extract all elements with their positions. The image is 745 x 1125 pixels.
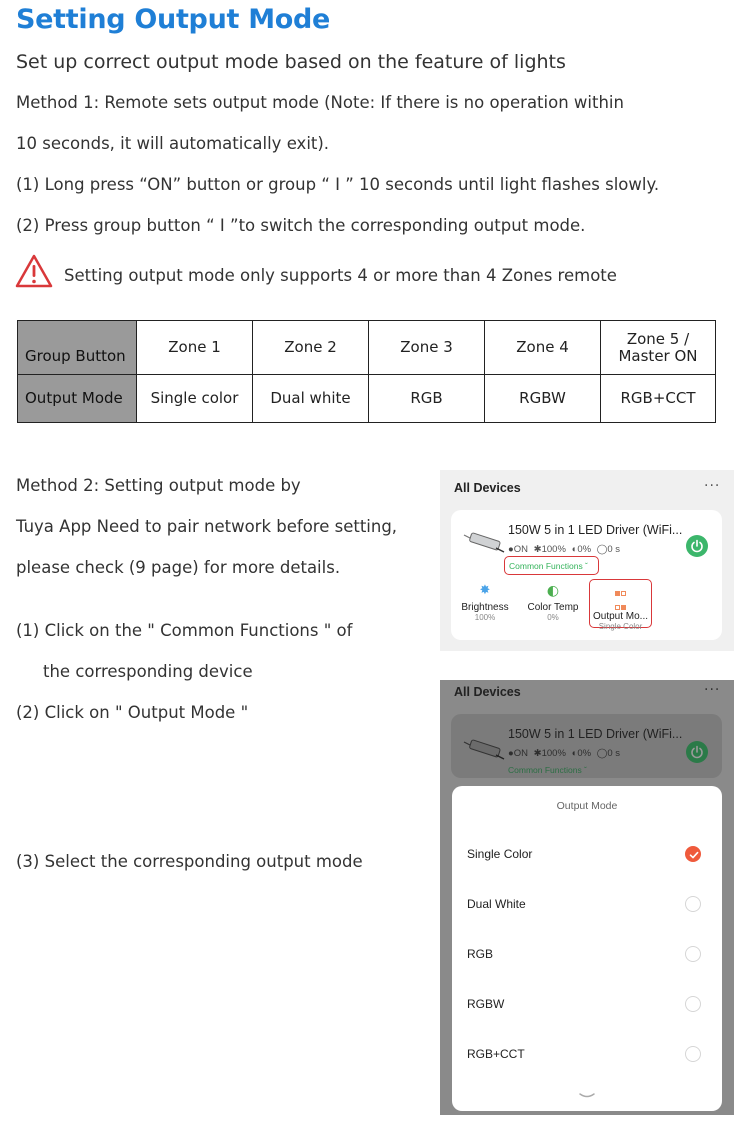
function-value: 100% bbox=[474, 613, 496, 622]
table-cell-mode: RGB bbox=[369, 375, 485, 423]
zone5-line2: Master ON bbox=[618, 346, 698, 365]
color-temp-icon: ◐ bbox=[546, 583, 560, 599]
app-screenshot-output-mode-sheet bbox=[440, 680, 734, 1115]
timer-small-icon: ◯ bbox=[596, 544, 608, 555]
more-menu-icon[interactable]: ··· bbox=[704, 478, 721, 494]
method1-line2: 10 seconds, it will automatically exit). bbox=[16, 134, 330, 153]
power-icon bbox=[690, 539, 704, 553]
option-rgbw[interactable] bbox=[452, 986, 722, 1022]
chevron-down-icon[interactable] bbox=[578, 1092, 596, 1100]
function-label: Output Mo... bbox=[592, 611, 649, 622]
method2-step3: (3) Select the corresponding output mode bbox=[16, 852, 363, 871]
table-cell-zone-5 bbox=[601, 321, 716, 375]
table-cell-zone: Zone 4 bbox=[485, 321, 601, 375]
function-value: Single Color bbox=[598, 622, 643, 631]
status-on: ON bbox=[513, 748, 528, 759]
power-status-icon: ● bbox=[508, 748, 514, 759]
warning-text: Setting output mode only supports 4 or more than 4 Zones remote bbox=[64, 266, 617, 285]
brightness-icon: ✸ bbox=[479, 583, 491, 598]
sheet-title: Output Mode bbox=[556, 800, 618, 812]
page-subtitle: Set up correct output mode based on the feature of lights bbox=[16, 51, 566, 73]
led-driver-icon bbox=[462, 738, 506, 762]
function-color-temp[interactable] bbox=[523, 584, 583, 622]
status-on: ON bbox=[513, 544, 528, 555]
method2-line3: please check (9 page) for more details. bbox=[16, 558, 341, 577]
radio-icon[interactable] bbox=[685, 946, 701, 962]
function-label: Color Temp bbox=[527, 602, 579, 613]
timer-small-icon: ◯ bbox=[596, 748, 608, 759]
all-devices-header: All Devices bbox=[454, 481, 521, 495]
table-row-group-button bbox=[18, 321, 716, 375]
table-row-output-mode bbox=[18, 375, 716, 423]
status-temp: 0% bbox=[577, 748, 592, 759]
table-cell-mode: Dual white bbox=[253, 375, 369, 423]
status-timer: 0 s bbox=[607, 544, 621, 555]
table-header-output-mode: Output Mode bbox=[18, 375, 137, 423]
brightness-small-icon: ✱ bbox=[533, 544, 542, 555]
status-timer: 0 s bbox=[607, 748, 621, 759]
device-status bbox=[508, 748, 620, 759]
function-value: 0% bbox=[547, 613, 559, 622]
method2-step1-cont: the corresponding device bbox=[43, 662, 253, 681]
option-rgb[interactable] bbox=[452, 936, 722, 972]
method2-step2: (2) Click on " Output Mode " bbox=[16, 703, 249, 722]
radio-icon[interactable] bbox=[685, 896, 701, 912]
table-cell-zone: Zone 3 bbox=[369, 321, 485, 375]
device-name: 150W 5 in 1 LED Driver (WiFi... bbox=[508, 727, 683, 741]
common-functions-link: Common Functions ˇ bbox=[508, 765, 587, 775]
method1-step1: (1) Long press “ON” button or group “ I ” 10 seconds until light flashes slowly. bbox=[16, 175, 660, 194]
power-icon bbox=[690, 745, 704, 759]
option-label: RGBW bbox=[467, 997, 505, 1011]
power-status-icon: ● bbox=[508, 544, 514, 555]
status-brightness: 100% bbox=[541, 748, 566, 759]
device-card[interactable] bbox=[451, 510, 722, 640]
table-header-group-button: Group Button bbox=[18, 321, 137, 375]
function-brightness[interactable] bbox=[459, 584, 511, 622]
method1-line1: Method 1: Remote sets output mode (Note: If there is no operation within bbox=[16, 93, 624, 112]
radio-icon[interactable] bbox=[685, 996, 701, 1012]
output-mode-sheet bbox=[452, 786, 722, 1111]
output-mode-icon bbox=[590, 584, 651, 612]
table-cell-mode: RGB+CCT bbox=[601, 375, 716, 423]
method1-step2: (2) Press group button “ I ”to switch the corresponding output mode. bbox=[16, 216, 586, 235]
method2-line2: Tuya App Need to pair network before setting, bbox=[16, 517, 398, 536]
table-cell-mode: RGBW bbox=[485, 375, 601, 423]
table-cell-mode: Single color bbox=[137, 375, 253, 423]
option-dual-white[interactable] bbox=[452, 886, 722, 922]
option-single-color[interactable] bbox=[452, 836, 722, 872]
check-icon[interactable] bbox=[685, 846, 701, 862]
led-driver-icon bbox=[462, 531, 506, 555]
option-label: RGB bbox=[467, 947, 494, 961]
device-card-dimmed bbox=[451, 714, 722, 778]
power-button bbox=[686, 741, 708, 763]
option-label: RGB+CCT bbox=[467, 1047, 525, 1061]
status-brightness: 100% bbox=[541, 544, 566, 555]
function-output-mode[interactable] bbox=[589, 579, 652, 631]
table-cell-zone: Zone 2 bbox=[253, 321, 369, 375]
brightness-small-icon: ✱ bbox=[533, 748, 542, 759]
warning-icon bbox=[15, 254, 53, 288]
option-label: Dual White bbox=[467, 897, 526, 911]
output-mode-table bbox=[17, 320, 716, 423]
power-button[interactable] bbox=[686, 535, 708, 557]
device-status bbox=[508, 544, 620, 555]
radio-icon[interactable] bbox=[685, 1046, 701, 1062]
more-menu-icon[interactable]: ··· bbox=[704, 682, 721, 698]
temp-small-icon: ◐ bbox=[571, 544, 578, 555]
zone5-line1: Zone 5 / bbox=[626, 329, 690, 348]
common-functions-link[interactable]: Common Functions ˇ bbox=[509, 561, 588, 571]
page-title: Setting Output Mode bbox=[16, 4, 331, 35]
table-cell-zone: Zone 1 bbox=[137, 321, 253, 375]
function-label: Brightness bbox=[461, 602, 509, 613]
status-temp: 0% bbox=[577, 544, 592, 555]
temp-small-icon: ◐ bbox=[571, 748, 578, 759]
device-name: 150W 5 in 1 LED Driver (WiFi... bbox=[508, 523, 683, 537]
option-rgb-cct[interactable] bbox=[452, 1036, 722, 1072]
app-screenshot-device-card bbox=[440, 470, 734, 651]
all-devices-header: All Devices bbox=[454, 685, 521, 699]
option-label: Single Color bbox=[467, 847, 533, 861]
method2-step1: (1) Click on the " Common Functions " of bbox=[16, 621, 353, 640]
method2-line1: Method 2: Setting output mode by bbox=[16, 476, 301, 495]
